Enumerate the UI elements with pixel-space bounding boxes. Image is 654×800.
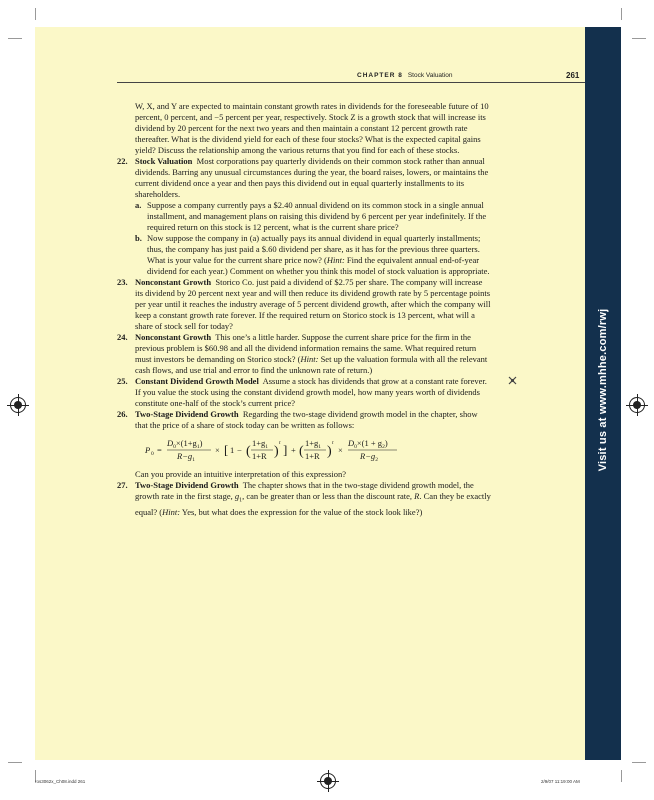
math-var: g bbox=[234, 491, 240, 501]
problem-title: Stock Valuation bbox=[135, 156, 193, 166]
section-label: Stock Valuation bbox=[407, 72, 453, 79]
math-var: R bbox=[414, 491, 420, 501]
problem-list bbox=[117, 101, 491, 518]
problem-text: Regarding the two-stage dividend growth model in the chapter, show that the price of a share of stock today can be written as follows: bbox=[135, 409, 478, 430]
formula-text: = bbox=[157, 445, 162, 455]
problem-number: 26. bbox=[117, 409, 128, 419]
formula-text: R−g bbox=[177, 451, 193, 461]
formula-text: 1 bbox=[196, 444, 200, 450]
formula-text: × bbox=[215, 445, 220, 455]
formula-text: t bbox=[279, 440, 281, 446]
problem-22-parts bbox=[117, 200, 491, 277]
formula-text: 1+R bbox=[305, 451, 320, 461]
formula-text: 1 bbox=[265, 444, 269, 450]
problem-25 bbox=[117, 376, 491, 409]
problem-title: Two-Stage Dividend Growth bbox=[135, 480, 239, 490]
formula-text: D bbox=[348, 438, 355, 448]
formula-text: P bbox=[145, 445, 151, 455]
hint-label: Hint: bbox=[326, 255, 345, 265]
footer-timestamp: 2/9/07 11:19:00 AM bbox=[541, 779, 580, 784]
svg-text:): ) bbox=[274, 444, 279, 459]
formula-text: 1+R bbox=[252, 451, 267, 461]
svg-text:R−g2 bbox=[359, 451, 378, 463]
svg-text:): ) bbox=[327, 444, 332, 459]
crop-mark bbox=[8, 38, 22, 39]
hint-label: Hint: bbox=[162, 506, 181, 517]
problem-text: , can be greater than or less than the discount rate, bbox=[242, 491, 415, 501]
problem-title: Nonconstant Growth bbox=[135, 332, 212, 342]
hint-label: Hint: bbox=[300, 354, 319, 364]
problem-22 bbox=[117, 156, 491, 200]
subpart-text: Suppose a company currently pays a $2.40 annual dividend on its common stock in a single annual installment, and management plans on raising this dividend by 6 percent per year indefinitely. If the required return on this stock is 12 percent, what is the current share price? bbox=[147, 200, 487, 232]
formula-text: − bbox=[237, 445, 242, 455]
problem-title: Constant Dividend Growth Model bbox=[135, 376, 259, 386]
formula-text: D bbox=[167, 438, 174, 448]
problem-number: 27. bbox=[117, 480, 128, 490]
problem-title: Nonconstant Growth bbox=[135, 277, 212, 287]
problem-text: This one’s a little harder. Suppose the current share price for the firm in the previous problem is $60.98 and all the dividend information remains the same. What required return must investors be demanding on Storico stock? ( bbox=[135, 332, 477, 364]
page-number: 261 bbox=[566, 71, 580, 80]
formula-text: ) bbox=[199, 438, 203, 448]
formula-text: 0 bbox=[151, 451, 154, 457]
crop-mark bbox=[632, 762, 646, 763]
crop-mark bbox=[621, 770, 622, 782]
problem-number: 24. bbox=[117, 332, 128, 342]
formula-text: ×(1+g bbox=[175, 438, 197, 448]
problem-text: . Can they be exactly equal? ( bbox=[135, 491, 491, 517]
crop-mark bbox=[632, 38, 646, 39]
formula-followup: Can you provide an intuitive interpretation of this expression? bbox=[135, 469, 347, 479]
two-stage-formula bbox=[145, 435, 491, 465]
web-resource-icon bbox=[508, 376, 517, 385]
footer-file-info: ros3062x_Ch08.indd 261 bbox=[35, 779, 86, 784]
continued-paragraph: W, X, and Y are expected to maintain constant growth rates in dividends for the foreseeable future of 10 percent, 0 percent, and −5 percent per year, respectively. Stock Z is a growth stock that will increase its dividend by 20 percent for the next two years and then maintain a constant 12 percent growth rate thereafter. What is the dividend yield for each of these four stocks? What is the expected capital gains yield? Discuss the relationship among the various returns that you find for each of these stocks. bbox=[135, 101, 489, 155]
formula-text: R−g bbox=[360, 451, 376, 461]
formula-text: 2 bbox=[382, 444, 385, 450]
formula-text: 1+g bbox=[305, 438, 319, 448]
problem-text: Yes, but what does the expression for the value of the stock look like?) bbox=[180, 506, 423, 517]
svg-text:1+g1 bbox=[305, 438, 321, 450]
problem-text: Set up the valuation formula with all the relevant cash flows, and use trial and error to find the unknown rate of return.) bbox=[135, 354, 488, 375]
sidebar-url: Visit us at www.mhhe.com/rwj bbox=[597, 308, 609, 472]
svg-text:D0×(1 + g2) bbox=[347, 438, 388, 450]
problem-text: Assume a stock has dividends that grow at a constant rate forever. If you value the stock using the constant dividend growth model, how many years worth of dividends constitute one-half of the stock’s current price? bbox=[135, 376, 487, 408]
problem-text: Storico Co. just paid a dividend of $2.75 per share. The company will increase its dividend by 20 percent next year and will then reduce its dividend growth rate by 5 percentage points per year until it reaches the industry average of 5 percent dividend growth, after which the company will keep a constant growth rate forever. If the required return on Storico stock is 13 percent, what will a share of stock sell for today? bbox=[135, 277, 491, 331]
problem-number: 25. bbox=[117, 376, 128, 386]
registration-mark-icon bbox=[629, 397, 645, 413]
formula-text: t bbox=[332, 440, 334, 446]
problem-number: 22. bbox=[117, 156, 128, 166]
math-sub: 1 bbox=[239, 497, 243, 504]
problem-26 bbox=[117, 409, 491, 431]
subpart-text: Now suppose the company in (a) actually pays its annual dividend in equal quarterly installments; thus, the company has just paid a $.60 dividend per share, as it has for the previous three quarters. What is your value for the current share price now? ( bbox=[147, 233, 481, 265]
problem-24 bbox=[117, 332, 491, 376]
crop-mark bbox=[8, 762, 22, 763]
crop-mark bbox=[621, 8, 622, 20]
chapter-label: CHAPTER 8 bbox=[357, 72, 403, 79]
header-rule bbox=[117, 82, 585, 83]
formula-text: ×(1 + g bbox=[356, 438, 383, 448]
formula-text: 2 bbox=[375, 457, 378, 463]
crop-mark bbox=[35, 8, 36, 20]
formula-text: 1 bbox=[192, 457, 195, 463]
formula-text: ] bbox=[283, 442, 288, 457]
formula-text: 1+g bbox=[252, 438, 266, 448]
svg-text:(: ( bbox=[246, 444, 251, 459]
problem-text: Most corporations pay quarterly dividends on their common stock rather than annual dividends. Barring any unusual circumstances during the year, the board raises, lowers, or maintains the current dividend once a year and then pays this dividend out in equal quarterly installments to its shareholders. bbox=[135, 156, 489, 199]
problem-27 bbox=[117, 480, 491, 518]
svg-text:R−g1 bbox=[176, 451, 195, 463]
formula-text: 0 bbox=[173, 444, 176, 450]
formula-text: [ bbox=[224, 442, 229, 457]
subpart-label: a. bbox=[135, 200, 142, 210]
running-header bbox=[357, 72, 453, 79]
svg-text:(: ( bbox=[299, 444, 304, 459]
registration-mark-icon bbox=[320, 773, 336, 789]
formula-svg bbox=[145, 435, 445, 465]
svg-text:P bbox=[144, 445, 150, 455]
subpart-text: Find the equivalent annual end-of-year dividend for each year.) Comment on whether you think this model of stock valuation is appropriate. bbox=[147, 255, 490, 276]
svg-text:D0×(1+g1) bbox=[166, 438, 203, 450]
formula-text: + bbox=[291, 445, 296, 455]
formula-text: 0 bbox=[354, 444, 357, 450]
problem-number: 23. bbox=[117, 277, 128, 287]
subpart-b bbox=[135, 233, 491, 277]
subpart-a bbox=[135, 200, 491, 233]
formula-text: × bbox=[338, 445, 343, 455]
problem-text: The chapter shows that in the two-stage dividend growth model, the growth rate in the first stage, bbox=[135, 480, 474, 501]
formula-text: 1 bbox=[230, 445, 235, 455]
svg-text:1+g1 bbox=[252, 438, 268, 450]
problem-23 bbox=[117, 277, 491, 332]
problem-title: Two-Stage Dividend Growth bbox=[135, 409, 239, 419]
formula-text: 1 bbox=[318, 444, 322, 450]
registration-mark-icon bbox=[10, 397, 26, 413]
subpart-label: b. bbox=[135, 233, 142, 243]
formula-text: ) bbox=[384, 438, 388, 448]
